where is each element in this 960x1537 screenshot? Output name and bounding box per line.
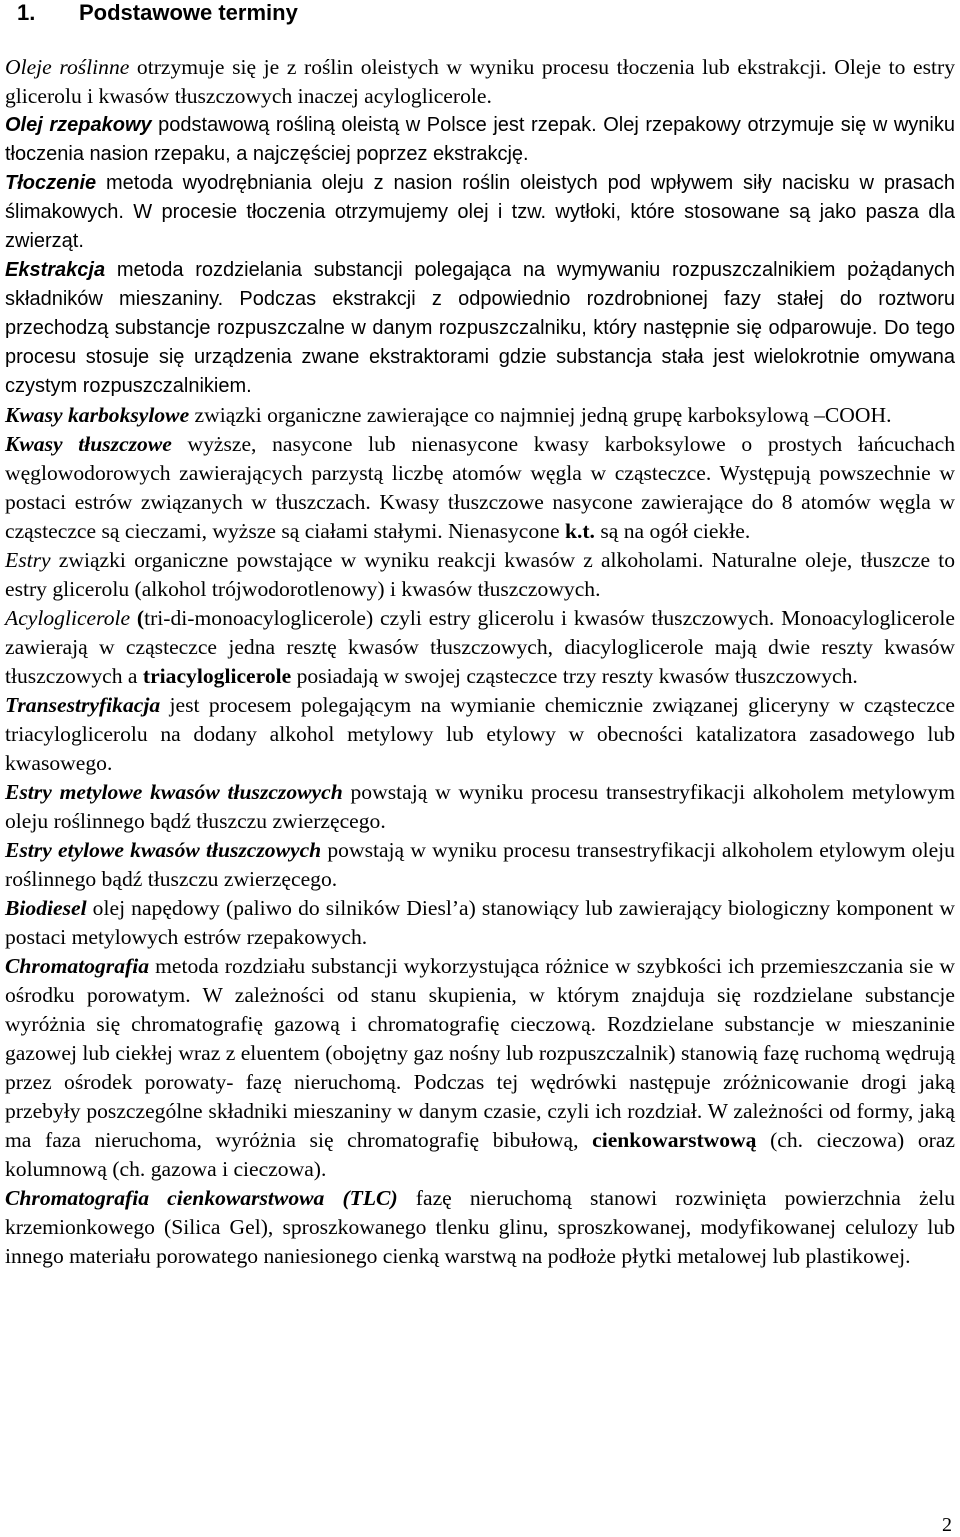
definition-chromatografia: metoda rozdziału substancji wykorzystująca różnice w szybkości ich przemieszczania sie w ośrodku porowatym. W zależności od stanu skupienia, w którym znajduja się rozdzielane substancje wyróżnia się chromatografię gazową i chromatografię cieczową. Rozdzielane substancje w mieszaninie gazowej lub ciekłej wraz z eluentem (obojętny gaz nośny lub rozpuszczalnik) stanowią fazę ruchomą wędrują przez ośrodek porowaty- fazę nieruchomą. Podczas tej wędrówki następuje zróżnicowanie drogi jaką przebyły poszczególne składniki mieszaniny w danym czasie, czyli ich rozdział. W zależności od formy, jaką ma faza nieruchoma, wyróżnia się chromatografię bibułową, bbox=[5, 954, 955, 1152]
definition-tloczenie: metoda wyodrębniania oleju z nasion roślin oleistych pod wpływem siły nacisku w prasach ślimakowych. W procesie tłoczenia otrzymujemy olej i tzw. wytłoki, które stosowane są jako pasza dla zwierząt. bbox=[5, 172, 955, 252]
term-ekstrakcja: Ekstrakcja bbox=[5, 259, 106, 281]
term-tloczenie: Tłoczenie bbox=[5, 172, 97, 194]
term-metylowe: Estry metylowe kwasów tłuszczowych bbox=[5, 780, 343, 804]
term-chromatografia: Chromatografia bbox=[5, 954, 149, 978]
definition-acyloglicerole: tri-di-monoacyloglicerole) czyli estry glicerolu i kwasów tłuszczowych. Monoacyloglicerole zawierają w cząsteczce jedna resztę kwasów tłuszczowych, diacyloglicerole mają dwie reszty kwasów tłuszczowych a bbox=[5, 606, 955, 688]
paragraph-etylowe bbox=[5, 836, 955, 894]
definition-rzepak: podstawową rośliną oleistą w Polsce jest rzepak. Olej rzepakowy otrzymuje się w wyniku tłoczenia nasion rzepaku, a najczęściej poprzez ekstrakcję. bbox=[5, 114, 955, 165]
term-transestryfikacja: Transestryfikacja bbox=[5, 693, 161, 717]
definition-tluszczowe-end: są na ogół ciekłe. bbox=[594, 519, 751, 543]
paragraph-estry bbox=[5, 546, 955, 604]
section-number: 1. bbox=[17, 0, 36, 25]
paragraph-metylowe bbox=[5, 778, 955, 836]
bold-paren: ( bbox=[136, 606, 145, 630]
term-karboksylowe: Kwasy karboksylowe bbox=[5, 403, 190, 427]
term-biodiesel: Biodiesel bbox=[5, 896, 87, 920]
term-rzepak: Olej rzepakowy bbox=[5, 114, 152, 136]
bold-triacyloglicerole: triacyloglicerole bbox=[142, 664, 292, 688]
paragraph-ekstrakcja bbox=[5, 256, 955, 401]
definition-karboksylowe: związki organiczne zawierające co najmniej jedną grupę karboksylową –COOH. bbox=[189, 403, 892, 427]
definition-acyloglicerole-end: posiadają w swojej cząsteczce trzy reszty kwasów tłuszczowych. bbox=[291, 664, 858, 688]
definition-etylowe: powstają w wyniku procesu transestryfikacji alkoholem etylowym oleju roślinnego bądź tłuszczu zwierzęcego. bbox=[5, 838, 955, 891]
paragraph-karboksylowe bbox=[5, 401, 955, 430]
definition-chromatografia-end: (ch. cieczowa) oraz kolumnową (ch. gazowa i cieczowa). bbox=[5, 1128, 955, 1181]
definition-tlc: fazę nieruchomą stanowi rozwinięta powierzchnia żelu krzemionkowego (Silica Gel), sproszkowanego tlenku glinu, sproszkowanej, modyfikowanej celulozy lub innego materiału porowatego naniesionego cienką warstwą na podłoże płytki metalowej lub plastikowej. bbox=[5, 1186, 955, 1268]
paragraph-acyloglicerole bbox=[5, 604, 955, 691]
paragraph-tloczenie bbox=[5, 169, 955, 256]
paragraph-oleje bbox=[5, 53, 955, 111]
bold-kt: k.t. bbox=[564, 519, 595, 543]
term-tlc: Chromatografia cienkowarstwowa (TLC) bbox=[5, 1186, 398, 1210]
definition-metylowe: powstają w wyniku procesu transestryfikacji alkoholem metylowym oleju roślinnego bądź tłuszczu zwierzęcego. bbox=[5, 780, 955, 833]
section-heading bbox=[17, 0, 298, 30]
paragraph-biodiesel bbox=[5, 894, 955, 952]
term-oleje: Oleje roślinne bbox=[5, 55, 130, 79]
definition-estry: związki organiczne powstające w wyniku reakcji kwasów z alkoholami. Naturalne oleje, tłuszcze to estry glicerolu (alkohol trójwodorotlenowy) i kwasów tłuszczowych. bbox=[5, 548, 955, 601]
definition-tluszczowe: wyższe, nasycone lub nienasycone kwasy karboksylowe o prostych łańcuchach węglowodorowych zawierających parzystą liczbę atomów węgla w cząsteczce. Występują powszechnie w postaci estrów związanych w tłuszczach. Kwasy tłuszczowe nasycone zawierające do 8 atomów węgla w cząsteczce są cieczami, wyższe są ciałami stałymi. Nienasycone bbox=[5, 432, 955, 543]
definition-ekstrakcja: metoda rozdzielania substancji polegająca na wymywaniu rozpuszczalnikiem pożądanych składników mieszaniny. Podczas ekstrakcji z odpowiednio rozdrobnionej fazy stałej do roztworu przechodzą substancje rozpuszczalne w danym rozpuszczalniku, który następnie się odparowuje. Do tego procesu stosuje się urządzenia zwane ekstraktorami gdzie substancja stała jest wielokrotnie omywana czystym rozpuszczalnikiem. bbox=[5, 259, 955, 397]
term-estry: Estry bbox=[5, 548, 51, 572]
paragraph-transestryfikacja bbox=[5, 691, 955, 778]
paragraph-tluszczowe bbox=[5, 430, 955, 546]
paragraph-chromatografia bbox=[5, 952, 955, 1184]
bold-cienkowarstwowa: cienkowarstwową bbox=[592, 1128, 757, 1152]
paragraph-rzepak bbox=[5, 111, 955, 169]
section-title: Podstawowe terminy bbox=[79, 0, 298, 25]
paragraph-tlc bbox=[5, 1184, 955, 1271]
definition-biodiesel: olej napędowy (paliwo do silników Diesl’a) stanowiący lub zawierający biologiczny komponent w postaci metylowych estrów rzepakowych. bbox=[5, 896, 955, 949]
document-body bbox=[5, 53, 955, 1271]
definition-transestryfikacja: jest procesem polegającym na wymianie chemicznie związanej gliceryny w cząsteczce triacyloglicerolu na dodany alkohol metylowy lub etylowy w obecności katalizatora zasadowego lub kwasowego. bbox=[5, 693, 955, 775]
term-tluszczowe: Kwasy tłuszczowe bbox=[5, 432, 172, 456]
page-number: 2 bbox=[942, 1514, 952, 1536]
term-etylowe: Estry etylowe kwasów tłuszczowych bbox=[5, 838, 322, 862]
definition-oleje: otrzymuje się je z roślin oleistych w wyniku procesu tłoczenia lub ekstrakcji. Oleje to estry glicerolu i kwasów tłuszczowych inaczej acyloglicerole. bbox=[5, 55, 956, 108]
term-acyloglicerole: Acyloglicerole bbox=[5, 606, 131, 630]
